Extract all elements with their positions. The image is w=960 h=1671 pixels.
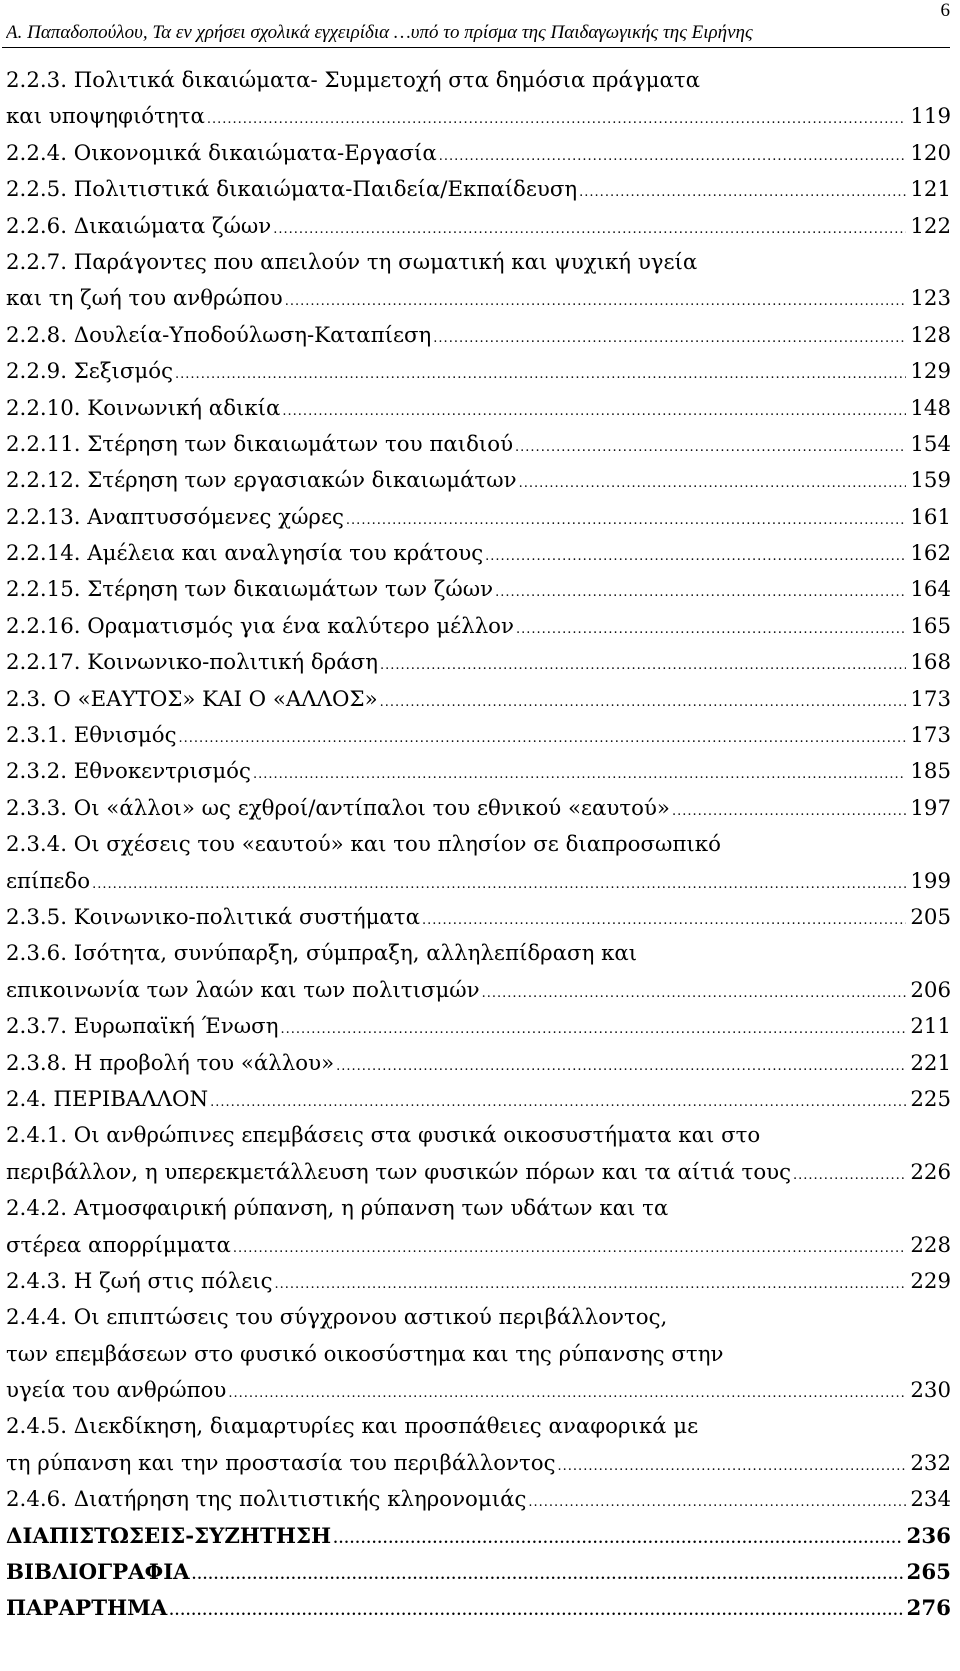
toc-entry-title: 2.2.12. Στέρηση των εργασιακών δικαιωμάτων — [6, 468, 517, 494]
toc-page-number: 205 — [910, 904, 951, 930]
dot-leader — [280, 1012, 906, 1048]
toc-entry-title: 2.2.14. Αμέλεια και αναλγησία του κράτους — [6, 541, 484, 567]
toc-page-number: 162 — [910, 541, 951, 567]
toc-line — [6, 1009, 951, 1045]
toc-entry-title: 2.2.9. Σεξισμός — [6, 359, 174, 385]
toc-page-number: 206 — [910, 977, 951, 1003]
page-header — [0, 0, 960, 52]
toc-line — [6, 172, 951, 208]
toc-line — [6, 1264, 951, 1300]
toc-line — [6, 500, 951, 536]
toc-entry — [6, 1009, 951, 1045]
toc-line — [6, 1591, 951, 1627]
toc-page-number: 234 — [910, 1487, 951, 1513]
dot-leader — [233, 1231, 906, 1267]
toc-entry-title: και τη ζωή του ανθρώπου — [6, 286, 283, 312]
dot-leader — [579, 175, 906, 211]
toc-line — [6, 572, 951, 608]
toc-entry-title: και υποψηφιότητα — [6, 104, 205, 130]
toc-entry — [6, 645, 951, 681]
toc-entry-title: 2.4.3. Η ζωή στις πόλεις — [6, 1268, 273, 1294]
toc-entry — [6, 936, 951, 1009]
dot-leader — [380, 648, 906, 684]
toc-entry — [6, 754, 951, 790]
toc-line — [6, 1337, 951, 1373]
header-rule — [2, 47, 950, 48]
toc-line — [6, 63, 951, 99]
dot-leader — [210, 1085, 906, 1121]
toc-entry-title: 2.3.7. Ευρωπαϊκή Ένωση — [6, 1014, 279, 1040]
toc-entry-title: 2.2.7. Παράγοντες που απειλούν τη σωματική και ψυχική υγεία — [6, 249, 698, 275]
toc-page-number: 265 — [906, 1560, 951, 1586]
toc-entry-title: 2.2.6. Δικαιώματα ζώων — [6, 213, 272, 239]
toc-line — [6, 645, 951, 681]
toc-page-number: 226 — [910, 1159, 951, 1185]
toc-page-number: 276 — [906, 1596, 951, 1622]
toc-line — [6, 1482, 951, 1518]
toc-entry — [6, 354, 951, 390]
toc-entry-title: 2.4. ΠΕΡΙΒΑΛΛΟΝ — [6, 1086, 209, 1112]
toc-entry-title: 2.3.6. Ισότητα, συνύπαρξη, σύμπραξη, αλληλεπίδραση και — [6, 941, 638, 967]
toc-entry — [6, 391, 951, 427]
toc-entry — [6, 63, 951, 136]
toc-entry-title: 2.4.4. Οι επιπτώσεις του σύγχρονου αστικού περιβάλλοντος, — [6, 1305, 668, 1331]
toc-line — [6, 1373, 951, 1409]
dot-leader — [482, 976, 907, 1012]
toc-entry — [6, 900, 951, 936]
toc-page-number: 221 — [910, 1050, 951, 1076]
toc-entry — [6, 245, 951, 318]
toc-line — [6, 791, 951, 827]
dot-leader — [169, 1594, 902, 1630]
toc-entry — [6, 718, 951, 754]
toc-entry-title: 2.3.3. Οι «άλλοι» ως εχθροί/αντίπαλοι του εθνικού «εαυτού» — [6, 795, 670, 821]
toc-entry — [6, 463, 951, 499]
toc-entry-title: 2.4.2. Ατμοσφαιρική ρύπανση, η ρύπανση των υδάτων και τα — [6, 1196, 669, 1222]
toc-page-number: 199 — [910, 868, 951, 894]
toc-entry-title: 2.2.17. Κοινωνικο-πολιτική δράση — [6, 650, 378, 676]
toc-page-number: 120 — [910, 140, 951, 166]
toc-line — [6, 391, 951, 427]
toc-entry-title: 2.2.5. Πολιτιστικά δικαιώματα-Παιδεία/Εκπαίδευση — [6, 177, 578, 203]
running-title: Α. Παπαδοπούλου, Τα εν χρήσει σχολικά εγχειρίδια …υπό το πρίσμα της Παιδαγωγικής της Ειρήνης — [6, 22, 753, 43]
toc-page-number: 122 — [910, 213, 951, 239]
toc-entry-title: 2.2.4. Οικονομικά δικαιώματα-Εργασία — [6, 140, 437, 166]
toc-entry-title: 2.2.3. Πολιτικά δικαιώματα- Συμμετοχή στα δημόσια πράγματα — [6, 68, 701, 93]
toc-line — [6, 1409, 951, 1445]
toc-entry-title: 2.2.16. Οραματισμός για ένα καλύτερο μέλλον — [6, 613, 514, 639]
toc-page-number: 154 — [910, 431, 951, 457]
toc-line — [6, 827, 951, 863]
toc-page-number: 165 — [910, 613, 951, 639]
toc-entry-title: 2.3.8. Η προβολή του «άλλου» — [6, 1050, 335, 1076]
dot-leader — [333, 1522, 902, 1558]
toc-page-number: 128 — [910, 322, 951, 348]
toc-entry-title: επίπεδο — [6, 868, 91, 894]
dot-leader — [433, 321, 906, 357]
toc-entry-title: 2.4.6. Διατήρηση της πολιτιστικής κληρονομιάς — [6, 1487, 527, 1513]
dot-leader — [793, 1158, 906, 1194]
toc-entry — [6, 1300, 951, 1409]
toc-page-number: 123 — [910, 286, 951, 312]
toc-page-number: 228 — [910, 1232, 951, 1258]
toc-line — [6, 463, 951, 499]
dot-leader — [558, 1449, 907, 1485]
toc-entry-title: ΒΙΒΛΙΟΓΡΑΦΙΑ — [6, 1560, 190, 1586]
toc-entry — [6, 1191, 951, 1264]
toc-entry — [6, 500, 951, 536]
toc-page-number: 197 — [910, 795, 951, 821]
toc-line — [6, 1155, 951, 1191]
toc-entry — [6, 609, 951, 645]
toc-entry-title: 2.3.5. Κοινωνικο-πολιτικά συστήματα — [6, 904, 420, 930]
toc-line — [6, 973, 951, 1009]
toc-page-number: 129 — [910, 359, 951, 385]
dot-leader — [175, 357, 906, 393]
toc-entry — [6, 209, 951, 245]
toc-page-number: 173 — [910, 686, 951, 712]
dot-leader — [253, 757, 906, 793]
toc-entry-title: υγεία του ανθρώπου — [6, 1378, 227, 1404]
toc-line — [6, 682, 951, 718]
toc-page-number: 161 — [910, 504, 951, 530]
toc-entry-title: επικοινωνία των λαών και των πολιτισμών — [6, 977, 480, 1003]
dot-leader — [672, 794, 906, 830]
toc-entry — [6, 427, 951, 463]
toc-entry — [6, 318, 951, 354]
dot-leader — [275, 1267, 907, 1303]
toc-line — [6, 1228, 951, 1264]
table-of-contents — [6, 63, 951, 1628]
toc-entry — [6, 827, 951, 900]
toc-page-number: 148 — [910, 395, 951, 421]
toc-line — [6, 864, 951, 900]
toc-entry-title: 2.4.5. Διεκδίκηση, διαμαρτυρίες και προσπάθειες αναφορικά με — [6, 1414, 699, 1440]
dot-leader — [519, 466, 907, 502]
toc-entry — [6, 1409, 951, 1482]
toc-line — [6, 1519, 951, 1555]
toc-entry — [6, 572, 951, 608]
toc-line — [6, 1046, 951, 1082]
toc-line — [6, 354, 951, 390]
dot-leader — [516, 612, 906, 648]
toc-line — [6, 1191, 951, 1227]
toc-page-number: 119 — [910, 104, 951, 130]
toc-entry — [6, 536, 951, 572]
toc-entry-title: 2.2.15. Στέρηση των δικαιωμάτων των ζώων — [6, 577, 494, 603]
toc-page-number: 236 — [906, 1523, 951, 1549]
toc-entry — [6, 791, 951, 827]
toc-entry — [6, 1591, 951, 1627]
toc-line — [6, 99, 951, 135]
dot-leader — [528, 1485, 906, 1521]
toc-page-number: 229 — [910, 1268, 951, 1294]
dot-leader — [422, 903, 906, 939]
toc-entry — [6, 136, 951, 172]
dot-leader — [346, 503, 906, 539]
toc-page-number: 164 — [910, 577, 951, 603]
toc-entry-title: 2.2.8. Δουλεία-Υποδούλωση-Καταπίεση — [6, 322, 432, 348]
dot-leader — [495, 575, 906, 611]
toc-entry-title: στέρεα απορρίμματα — [6, 1232, 231, 1258]
toc-line — [6, 1118, 951, 1154]
dot-leader — [92, 867, 906, 903]
toc-entry-title: 2.2.11. Στέρηση των δικαιωμάτων του παιδιού — [6, 431, 514, 457]
toc-entry — [6, 1482, 951, 1518]
dot-leader — [336, 1049, 906, 1085]
toc-line — [6, 1555, 951, 1591]
dot-leader — [282, 394, 906, 430]
dot-leader — [515, 430, 906, 466]
toc-entry-title: των επεμβάσεων στο φυσικό οικοσύστημα και της ρύπανσης στην — [6, 1341, 724, 1367]
dot-leader — [485, 539, 906, 575]
dot-leader — [285, 284, 907, 320]
toc-page-number: 232 — [910, 1450, 951, 1476]
toc-entry — [6, 172, 951, 208]
toc-entry-title: 2.3.4. Οι σχέσεις του «εαυτού» και του πλησίον σε διαπροσωπικό — [6, 832, 721, 858]
toc-entry-title: 2.2.13. Αναπτυσσόμενες χώρες — [6, 504, 344, 530]
toc-entry — [6, 1264, 951, 1300]
toc-line — [6, 209, 951, 245]
toc-line — [6, 1446, 951, 1482]
toc-page-number: 211 — [910, 1014, 951, 1040]
toc-line — [6, 609, 951, 645]
toc-entry — [6, 1118, 951, 1191]
toc-entry — [6, 1046, 951, 1082]
toc-line — [6, 245, 951, 281]
toc-entry-title: 2.3.2. Εθνοκεντρισμός — [6, 759, 251, 785]
toc-entry-title: 2.2.10. Κοινωνική αδικία — [6, 395, 281, 421]
toc-line — [6, 1082, 951, 1118]
toc-entry — [6, 1555, 951, 1591]
toc-line — [6, 1300, 951, 1336]
toc-line — [6, 536, 951, 572]
toc-line — [6, 427, 951, 463]
toc-page-number: 173 — [910, 723, 951, 749]
dot-leader — [273, 212, 906, 248]
toc-entry — [6, 1519, 951, 1555]
toc-entry-title: 2.3. Ο «ΕΑΥΤΟΣ» ΚΑΙ Ο «ΑΛΛΟΣ» — [6, 686, 378, 712]
toc-entry — [6, 682, 951, 718]
toc-entry-title: 2.4.1. Οι ανθρώπινες επεμβάσεις στα φυσικά οικοσυστήματα και στο — [6, 1123, 761, 1149]
dot-leader — [179, 721, 907, 757]
toc-line — [6, 136, 951, 172]
toc-line — [6, 718, 951, 754]
toc-page-number: 121 — [910, 177, 951, 203]
toc-entry-title: τη ρύπανση και την προστασία του περιβάλλοντος — [6, 1450, 556, 1476]
toc-page-number: 225 — [910, 1086, 951, 1112]
toc-line — [6, 900, 951, 936]
page-number: 6 — [940, 0, 950, 21]
dot-leader — [228, 1376, 906, 1412]
toc-line — [6, 754, 951, 790]
toc-page-number: 185 — [910, 759, 951, 785]
toc-entry-title: περιβάλλον, η υπερεκμετάλλευση των φυσικών πόρων και τα αίτιά τους — [6, 1159, 792, 1185]
toc-entry-title: ΠΑΡΑΡΤΗΜΑ — [6, 1596, 168, 1622]
toc-line — [6, 281, 951, 317]
toc-entry-title: ΔΙΑΠΙΣΤΩΣΕΙΣ-ΣΥΖΗΤΗΣΗ — [6, 1523, 332, 1549]
toc-page-number: 168 — [910, 650, 951, 676]
toc-entry — [6, 1082, 951, 1118]
toc-line — [6, 936, 951, 972]
toc-line — [6, 318, 951, 354]
toc-page-number: 230 — [910, 1378, 951, 1404]
dot-leader — [192, 1558, 903, 1594]
toc-entry-title: 2.3.1. Εθνισμός — [6, 723, 177, 749]
dot-leader — [207, 102, 907, 138]
toc-page-number: 159 — [910, 468, 951, 494]
dot-leader — [380, 685, 907, 721]
dot-leader — [439, 139, 907, 175]
